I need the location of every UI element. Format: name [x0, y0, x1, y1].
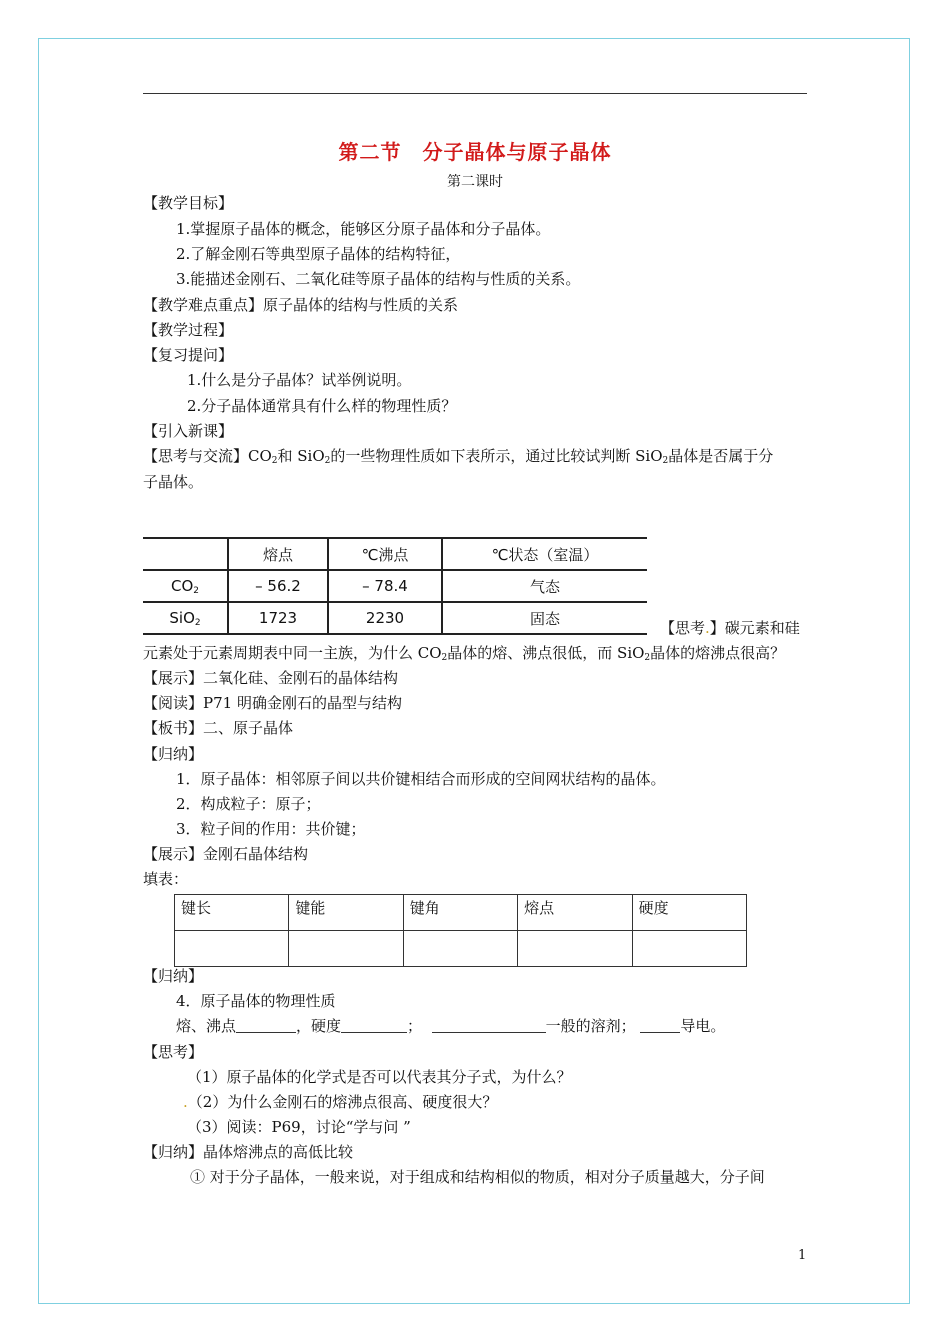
header-cell-melting: 熔点: [228, 538, 328, 570]
substance-name: CO: [170, 576, 194, 595]
think-heading-3: 【思考】: [143, 1043, 204, 1061]
subscript: 2: [194, 617, 201, 628]
table-row: [143, 602, 647, 634]
think-wrap-a: 元素处于元素周期表中同一主族，为什么 CO: [143, 644, 442, 662]
think-tail: 】碳元素和硅: [709, 619, 800, 637]
think-exchange-line: [143, 446, 773, 471]
prop-text-e: 导电。: [680, 1017, 726, 1035]
review-question-1: 1.什么是分子晶体？试举例说明。: [187, 371, 412, 389]
think-exchange-part-a: 【思考与交流】CO: [143, 447, 272, 465]
prop-text-c: ；: [407, 1017, 423, 1035]
blank-cell[interactable]: [289, 931, 403, 967]
header-cell-boiling: ℃沸点: [328, 538, 442, 570]
read-line-1: 【阅读】P71 明确金刚石的晶型与结构: [143, 694, 402, 712]
page-title: 第二节 分子晶体与原子晶体: [338, 140, 612, 164]
header-cell: 熔点: [518, 895, 632, 931]
summary-item-3: 3．粒子间的作用：共价键；: [176, 820, 366, 838]
header-cell-empty: [143, 538, 228, 570]
header-cell: 键能: [289, 895, 403, 931]
objective-2: 2.了解金刚石等典型原子晶体的结构特征，: [176, 245, 461, 263]
blank-cell[interactable]: [403, 931, 517, 967]
review-heading: 【复习提问】: [143, 346, 234, 364]
header-rule: [143, 93, 807, 94]
substance-cell: [143, 602, 228, 634]
think-wrap-line: [143, 643, 785, 668]
summary-item-1: 1．原子晶体：相邻原子间以共价键相结合而形成的空间网状结构的晶体。: [176, 770, 666, 788]
summary-heading-3: 【归纳】晶体熔沸点的高低比较: [143, 1143, 354, 1161]
think-wrap-c: 晶体的熔沸点很高？: [650, 644, 786, 662]
dot-mark: .: [183, 1093, 188, 1111]
think-question-2: （2）为什么金刚石的熔沸点很高、硬度很大？: [187, 1093, 498, 1111]
objectives-heading: 【教学目标】: [143, 194, 234, 212]
subscript: 2: [193, 585, 199, 596]
think-exchange-part-c: 的一些物理性质如下表所示，通过比较试判断 SiO: [330, 447, 663, 465]
blank-cell[interactable]: [175, 931, 289, 967]
think-question-2-line: [183, 1092, 497, 1112]
objective-3: 3.能描述金刚石、二氧化硅等原子晶体的结构与性质的关系。: [176, 270, 581, 288]
prop-text-b: ，硬度: [296, 1017, 342, 1035]
objective-1: 1.掌握原子晶体的概念，能够区分原子晶体和分子晶体。: [176, 220, 551, 238]
blank-solubility[interactable]: [432, 1017, 546, 1033]
process-heading: 【教学过程】: [143, 321, 234, 339]
summary-item-4: 4．原子晶体的物理性质: [176, 992, 336, 1010]
property-table-header: [143, 538, 647, 570]
header-cell-state: ℃状态（室温）: [442, 538, 647, 570]
think-question-1: （1）原子晶体的化学式是否可以代表其分子式，为什么？: [187, 1068, 572, 1086]
dot-mark: .: [705, 619, 710, 637]
table-row: [143, 570, 647, 602]
fill-in-table: [174, 894, 747, 967]
fill-table-header: [175, 895, 747, 931]
think-heading: 【思考: [660, 619, 706, 637]
think-exchange-part-d: 晶体是否属于分: [668, 447, 774, 465]
properties-fill-line: [176, 1016, 725, 1036]
melting-cell: 1723: [228, 602, 328, 634]
header-cell: 键角: [403, 895, 517, 931]
state-cell: 气态: [442, 570, 647, 602]
prop-text-a: 熔、沸点: [176, 1017, 237, 1035]
blank-hardness[interactable]: [341, 1017, 407, 1033]
header-cell: 键长: [175, 895, 289, 931]
think-question-3: （3）阅读：P69，讨论“学与问 ”: [187, 1118, 411, 1136]
summary-item-2: 2．构成粒子：原子；: [176, 795, 321, 813]
blank-cell[interactable]: [518, 931, 632, 967]
substance-name: SiO: [169, 608, 195, 627]
think-exchange-part-b: 和 SiO: [277, 447, 325, 465]
subscript: 2: [644, 653, 651, 663]
state-cell: 固态: [442, 602, 647, 634]
substance-cell: [143, 570, 228, 602]
think-exchange-line-2: 子晶体。: [143, 473, 204, 491]
header-cell: 硬度: [632, 895, 746, 931]
think-line: [660, 618, 800, 638]
blank-melting[interactable]: [236, 1017, 296, 1033]
summary-heading-1: 【归纳】: [143, 745, 204, 763]
review-question-2: 2.分子晶体通常具有什么样的物理性质？: [187, 397, 457, 415]
property-table: [143, 537, 647, 635]
blank-conductivity[interactable]: [640, 1017, 680, 1033]
subscript: 2: [441, 653, 448, 663]
page-number: 1: [798, 1248, 807, 1263]
show-line-1: 【展示】二氧化硅、金刚石的晶体结构: [143, 669, 399, 687]
think-wrap-b: 晶体的熔、沸点很低，而 SiO: [447, 644, 645, 662]
board-line: 【板书】二、原子晶体: [143, 719, 294, 737]
fill-table-row: [175, 931, 747, 967]
summary-heading-2: 【归纳】: [143, 967, 204, 985]
subscript: 2: [662, 456, 669, 466]
intro-heading: 【引入新课】: [143, 422, 234, 440]
difficulty-line: 【教学难点重点】原子晶体的结构与性质的关系: [143, 296, 459, 314]
page-subtitle: 第二课时: [447, 174, 503, 190]
melting-cell: – 56.2: [228, 570, 328, 602]
comparison-item-1: ① 对于分子晶体，一般来说，对于组成和结构相似的物质，相对分子质量越大，分子间: [190, 1168, 765, 1186]
blank-cell[interactable]: [632, 931, 746, 967]
boiling-cell: 2230: [328, 602, 442, 634]
prop-text-d: 一般的溶剂；: [545, 1017, 636, 1035]
subscript: 2: [324, 456, 331, 466]
subscript: 2: [271, 456, 278, 466]
boiling-cell: – 78.4: [328, 570, 442, 602]
show-line-2: 【展示】金刚石晶体结构: [143, 845, 309, 863]
fill-table-label: 填表：: [143, 870, 189, 888]
